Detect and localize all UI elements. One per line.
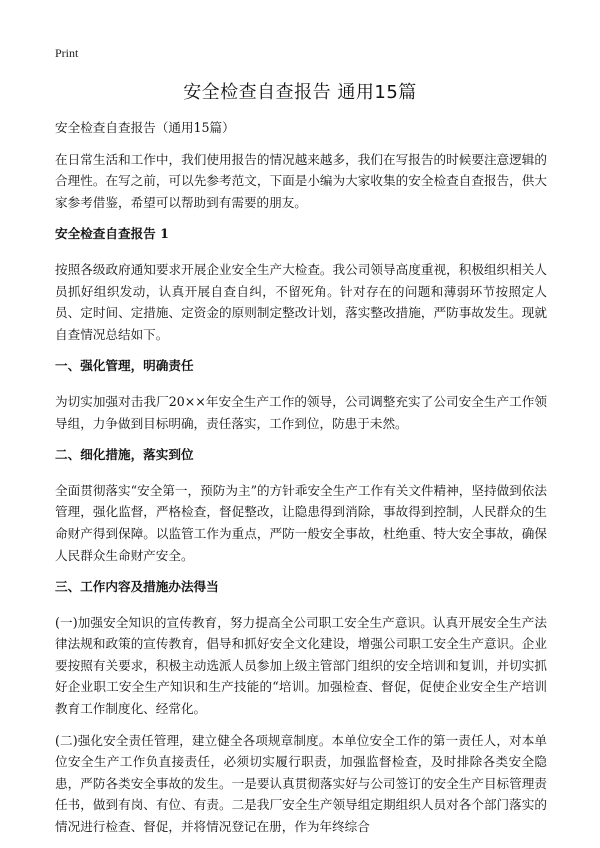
report-paragraph: 按照各级政府通知要求开展企业安全生产大检查。我公司领导高度重视，积极组织相关人员抓好组织发动，认真开展自查自纠，不留死角。针对存在的问题和薄弱环节按照定人员、定时间、定措施、定资金的原则制定整改计划，落实整改措施，严防事故发生。现就自查情况总结如下。 [55,261,547,342]
page-title: 安全检查自查报告 通用15篇 [183,82,417,103]
section-heading-3: 三、工作内容及措施办法得当 [55,579,219,595]
section-heading-2: 二、细化措施，落实到位 [55,447,194,463]
section-item-2: (二)强化安全责任管理，建立健全各项规章制度。本单位安全工作的第一责任人，对本单位安全生产工作负直接责任，必须切实履行职责，加强监督检查，及时排除各类安全隐患，严防各类安全事故的发生。一是要认真贯彻落实好与公司签订的安全生产目标管理责任书，做到有岗、有位、有责。二是我厂安全生产领导组定期组织人员对各个部门落实的情况进行检查、督促，并将情况登记在册，作为年终综合 [55,732,547,835]
print-link[interactable]: Print [55,46,79,60]
report-heading: 安全检查自查报告 1 [55,226,169,242]
document-subtitle: 安全检查自查报告（通用15篇） [55,120,235,135]
section-paragraph-1: 为切实加强对击我厂20××年安全生产工作的领导，公司调整充实了公司安全生产工作领导组，力争做到目标明确，责任落实，工作到位，防患于未然。 [55,393,547,431]
section-paragraph-2: 全面贯彻落实“安全第一，预防为主”的方针乖安全生产工作有关文件精神，坚持做到依法管理，强化监督，严格检查，督促整改，让隐患得到消除，事故得到控制，人民群众的生命财产得到保障。以监管工作为重点，严防一般安全事故，杜绝重、特大安全事故，确保人民群众生命财产安全。 [55,482,547,563]
document-body [55,117,547,848]
intro-paragraph: 在日常生活和工作中，我们使用报告的情况越来越多，我们在写报告的时候要注意逻辑的合理性。在写之前，可以先参考范文，下面是小编为大家收集的安全检查自查报告，供大家参考借鉴，希望可以帮助到有需要的朋友。 [55,151,547,210]
section-heading-1: 一、强化管理，明确责任 [55,358,194,374]
section-item-1: (一)加强安全知识的宣传教育，努力提高全公司职工安全生产意识。认真开展安全生产法律法规和政策的宣传教育，倡导和抓好安全文化建设，增强公司职工安全生产意识。企业要按照有关要求，积极主动选派人员参加上级主管部门组织的安全培训和复训，并切实抓好企业职工安全生产知识和生产技能的“培训。加强检查、督促，促使企业安全生产培训教育工作制度化、经常化。 [55,614,547,717]
